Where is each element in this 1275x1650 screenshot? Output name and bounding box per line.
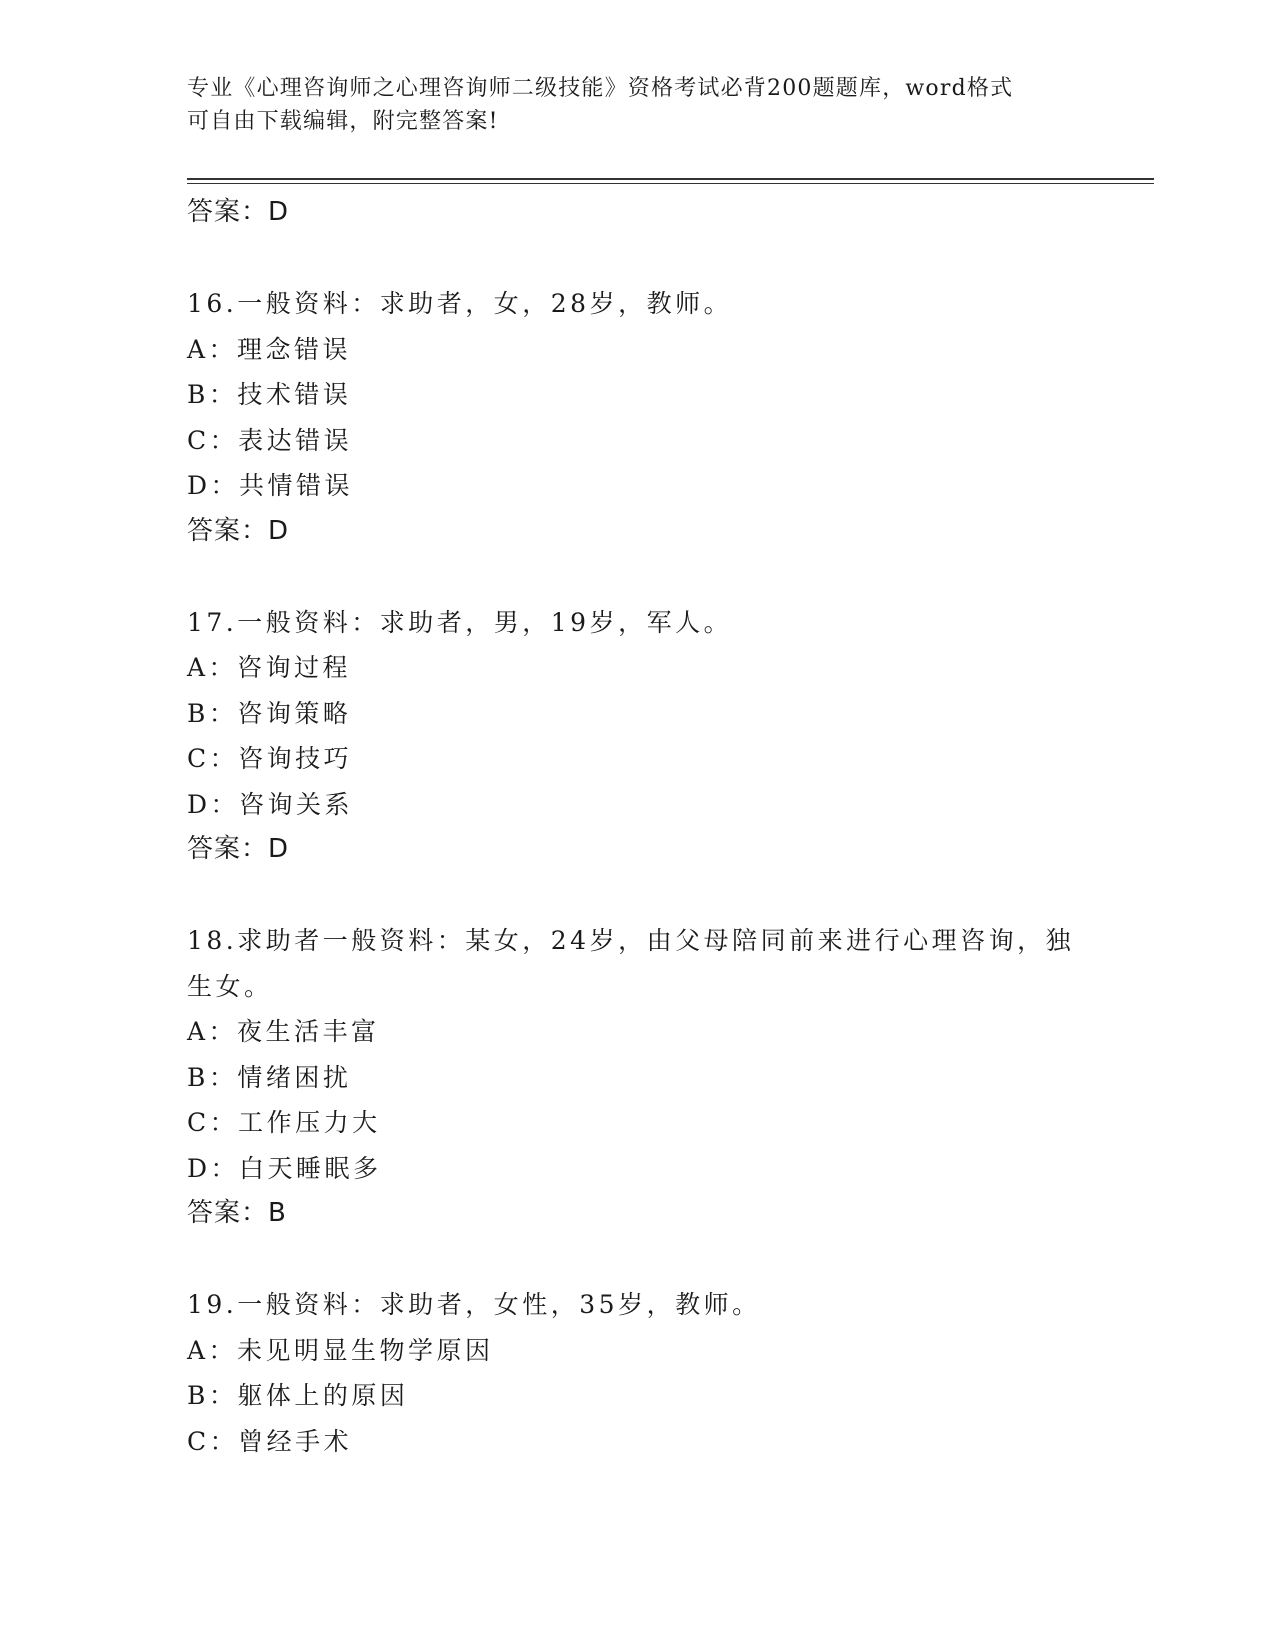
- question-18-text: 18.求助者一般资料：某女，24岁，由父母陪同前来进行心理咨询，独: [187, 926, 1075, 955]
- question-17-option-c: C：咨询技巧: [187, 744, 353, 773]
- question-18-answer: 答案：B: [187, 1198, 287, 1228]
- question-19-option-b: B：躯体上的原因: [187, 1381, 409, 1410]
- question-16: [187, 281, 1087, 554]
- question-17-answer: 答案：D: [187, 834, 290, 864]
- question-17: [187, 600, 1087, 873]
- question-16-option-b: B：技术错误: [187, 380, 352, 409]
- question-19-option-a: A：未见明显生物学原因: [187, 1335, 494, 1365]
- question-16-option-c: C：表达错误: [187, 425, 353, 455]
- question-16-option-a: A：理念错误: [187, 334, 352, 364]
- question-list: [187, 190, 1087, 1464]
- answer-15: 答案：D: [187, 197, 290, 227]
- question-17-option-a: A：咨询过程: [187, 653, 352, 682]
- question-19-option-c: C：曾经手术: [187, 1426, 353, 1456]
- question-17-option-b: B：咨询策略: [187, 698, 352, 728]
- header-title-line-1: 专业《心理咨询师之心理咨询师二级技能》资格考试必背200题题库，word格式: [187, 76, 1014, 101]
- question-16-answer: 答案：D: [187, 515, 290, 546]
- question-18-option-b: B：情绪困扰: [187, 1062, 352, 1092]
- question-16-option-d: D：共情错误: [187, 471, 354, 500]
- question-18-text-continued: 生女。: [187, 971, 273, 1001]
- question-18-option-d: D：白天睡眠多: [187, 1153, 382, 1183]
- page-header: [187, 72, 1087, 138]
- question-17-option-d: D：咨询关系: [187, 789, 354, 819]
- header-title-line-2: 可自由下载编辑，附完整答案!: [187, 109, 499, 134]
- header-divider-thin: [187, 183, 1154, 184]
- question-17-text: 17.一般资料：求助者，男，19岁，军人。: [187, 607, 733, 637]
- question-16-text: 16.一般资料：求助者，女，28岁，教师。: [187, 289, 733, 318]
- header-divider-thick: [187, 178, 1154, 180]
- question-18-option-c: C：工作压力大: [187, 1108, 381, 1137]
- question-18: [187, 918, 1087, 1237]
- question-19: [187, 1282, 1087, 1464]
- question-18-option-a: A：夜生活丰富: [187, 1017, 380, 1046]
- question-19-text: 19.一般资料：求助者，女性，35岁，教师。: [187, 1290, 761, 1319]
